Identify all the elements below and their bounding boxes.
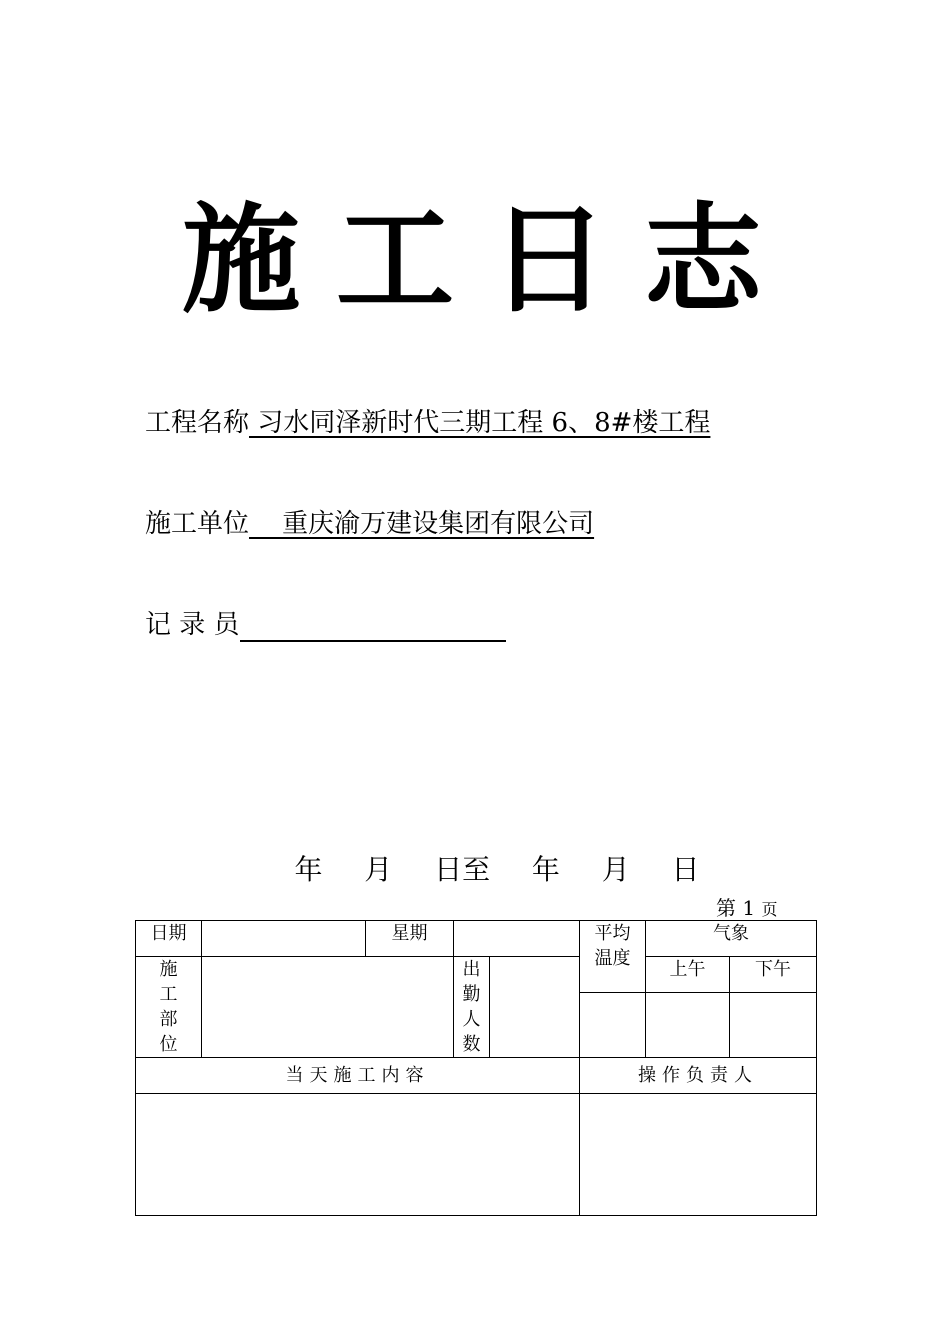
content-input-cell[interactable] [136, 1094, 580, 1216]
weekday-label-cell: 星期 [366, 921, 454, 957]
project-name-label: 工程名称 [145, 408, 250, 438]
avg-temp-input-cell[interactable] [580, 993, 646, 1058]
date-label-cell: 日期 [136, 921, 202, 957]
afternoon-label-cell: 下午 [730, 957, 817, 993]
morning-label-cell: 上午 [646, 957, 730, 993]
date-input-cell[interactable] [202, 921, 366, 957]
attendance-input-cell[interactable] [490, 957, 580, 1058]
site-label-char: 位 [159, 1034, 178, 1055]
date-range: 年 月 日至 年 月 日 [294, 853, 700, 886]
attendance-label-char: 勤 [462, 984, 481, 1005]
site-label-char: 施 [159, 959, 178, 980]
recorder-label: 记 录 员 [145, 610, 240, 640]
operator-header-cell: 操作负责人 [580, 1058, 817, 1094]
weekday-input-cell[interactable] [454, 921, 580, 957]
page-number-value: 1 [742, 896, 756, 920]
attendance-label-char: 出 [462, 959, 481, 980]
page-number [716, 896, 777, 922]
attendance-label-char: 数 [462, 1034, 481, 1055]
project-name-field [145, 406, 710, 440]
afternoon-input-cell[interactable] [730, 993, 817, 1058]
site-label-char: 部 [159, 1009, 178, 1030]
page-prefix: 第 [716, 896, 736, 920]
attendance-label-char: 人 [462, 1009, 481, 1030]
attendance-label-cell [454, 957, 490, 1058]
recorder-blank-line [240, 610, 506, 642]
recorder-field [145, 608, 506, 642]
construction-unit-label: 施工单位 [145, 509, 250, 539]
construction-log-table [135, 920, 817, 1216]
avg-temp-label: 平均温度 [594, 923, 631, 969]
construction-unit-value: 重庆渝万建设集团有限公司 [249, 509, 595, 539]
page-title: 施工日志 [181, 191, 798, 329]
site-label-cell [136, 957, 202, 1058]
content-header-cell: 当天施工内容 [136, 1058, 580, 1094]
operator-input-cell[interactable] [580, 1094, 817, 1216]
project-name-value: 习水同泽新时代三期工程 6、8#楼工程 [249, 408, 711, 438]
site-input-cell[interactable] [202, 957, 454, 1058]
site-label-char: 工 [159, 984, 178, 1005]
construction-unit-field [145, 507, 594, 541]
morning-input-cell[interactable] [646, 993, 730, 1058]
avg-temp-label-cell [580, 921, 646, 993]
page-suffix: 页 [761, 900, 778, 919]
weather-label-cell: 气象 [646, 921, 817, 957]
